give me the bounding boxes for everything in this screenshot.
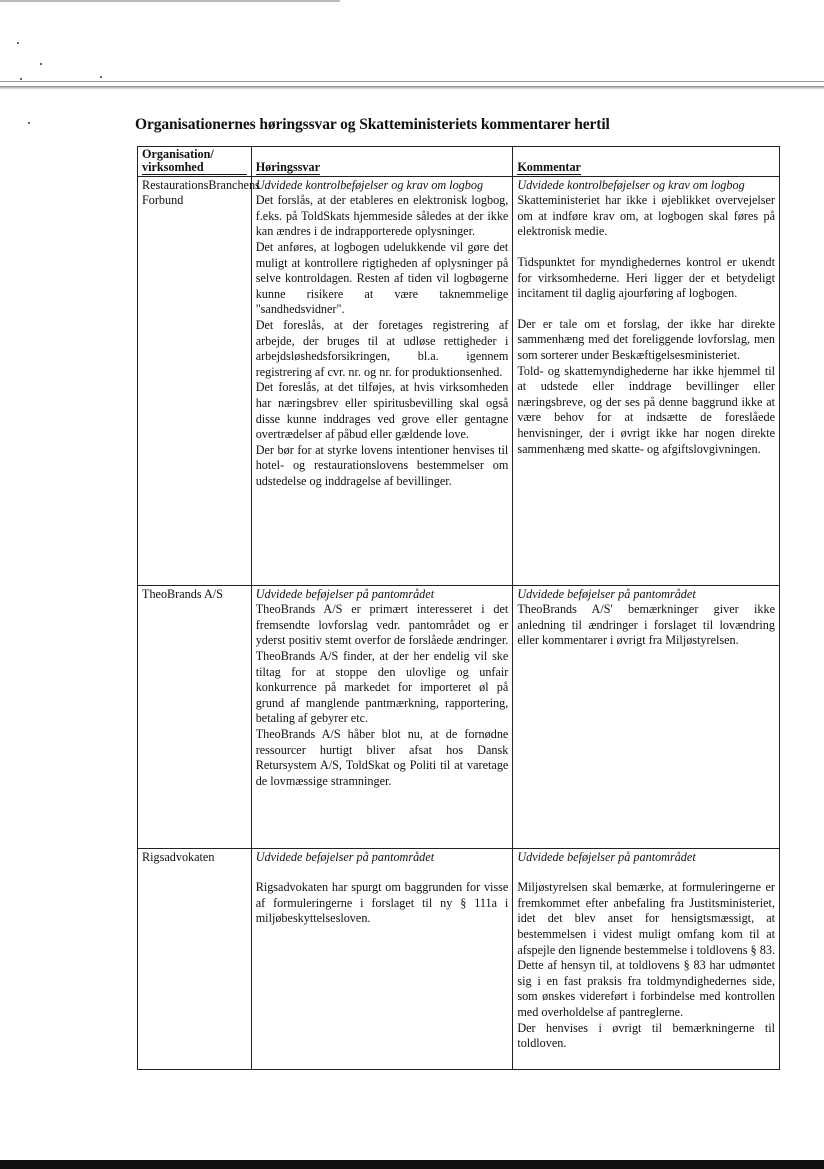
cell-horingssvar bbox=[251, 585, 513, 848]
cell-kommentar bbox=[513, 848, 780, 1069]
comment-paragraph: TheoBrands A/S' bemærkninger giver ikke anledning til ændringer i forslaget til lovændring eller kommentarer i øvrigt fra Miljøstyrelsen. bbox=[517, 602, 775, 648]
cell-organisation: RestaurationsBranchens Forbund bbox=[138, 176, 252, 585]
table-header-row bbox=[138, 147, 780, 177]
response-paragraph: Det foreslås, at der foretages registrering af arbejde, der bruges til at udløse rettigheder i arbejdsløshedsforsikringen, bl.a. igennem registrering af cvr. nr. og nr. for produktionsenhed. bbox=[255, 317, 509, 379]
response-paragraph: TheoBrands A/S er primært interesseret i det fremsendte lovforslag vedr. pantområdet og er yderst positiv stemt overfor de forslåede ændringer. TheoBrands A/S finder, at der her endelig vil ske tiltag for at stoppe den ulovlige og unfair konkurrence på markedet for importeret øl på grund af manglende pantmærkning, rapportering, betaling af gebyrer etc. bbox=[255, 602, 509, 726]
cell-kommentar bbox=[513, 585, 780, 848]
hearing-table bbox=[137, 146, 780, 1070]
response-paragraph: Der bør for at styrke lovens intentioner henvises til hotel- og restaurationslovens bestemmelser om udstedelse og inddragelse af bevillinger. bbox=[255, 442, 509, 488]
scan-speck bbox=[100, 76, 102, 78]
page-title: Organisationernes høringssvar og Skatteministeriets kommentarer hertil bbox=[135, 116, 610, 133]
scan-speck bbox=[28, 122, 30, 124]
header-kommentar-label: Kommentar bbox=[517, 160, 581, 174]
scan-bottom-edge bbox=[0, 1160, 824, 1169]
cell-organisation: Rigsadvokaten bbox=[138, 848, 252, 1069]
comment-heading: Udvidede beføjelser på pantområdet bbox=[517, 849, 696, 864]
response-heading: Udvidede beføjelser på pantområdet bbox=[255, 849, 435, 864]
cell-horingssvar bbox=[251, 848, 513, 1069]
comment-spacer bbox=[517, 302, 775, 317]
comment-spacer bbox=[517, 240, 775, 255]
comment-paragraph: Miljøstyrelsen skal bemærke, at formuleringerne er fremkommet efter anbefaling fra Justitsministeriet, idet det blev anset for hensigtsmæssigt, at bestemmelsen i videst muligt omfang kom til at afspejle den lignende bestemmelse i toldlovens § 83. Dette af hensyn til, at toldlovens § 83 har udmøntet sig i en fast praksis fra toldmyndighedernes side, som ønskes videreført i forbindelse med kontrollen med overholdelse af pantreglerne. bbox=[517, 880, 775, 1019]
comment-heading: Udvidede beføjelser på pantområdet bbox=[517, 586, 696, 601]
response-paragraph: TheoBrands A/S håber blot nu, at de fornødne ressourcer hurtigt bliver afsat hos Dansk Retursystem A/S, ToldSkat og Politi til at varetage de lovmæssige stramninger. bbox=[255, 726, 509, 788]
header-horingssvar-label: Høringssvar bbox=[255, 160, 321, 174]
header-kommentar bbox=[513, 147, 780, 177]
response-spacer bbox=[256, 865, 509, 880]
scan-line-artifact bbox=[0, 81, 824, 82]
response-paragraph: Det anføres, at logbogen udelukkende vil gøre det muligt at kontrollere rigtigheden af oplysninger på selve kontroldagen. Resten af tiden vil logbøgerne kunne risikere at være taknemmelige "sandhedsvidner". bbox=[255, 239, 509, 317]
comment-paragraph: Tidspunktet for myndighedernes kontrol er ukendt for virksomhederne. Heri ligger der et betydeligt incitament til daglig ajourføring af logbogen. bbox=[517, 254, 775, 301]
scan-edge-artifact bbox=[0, 0, 340, 2]
response-paragraph: Det forslås, at der etableres en elektronisk logbog, f.eks. på ToldSkats hjemmeside således at der ikke kan ændres i de indrapporterede oplysninger. bbox=[255, 193, 509, 239]
scan-line-artifact bbox=[0, 86, 824, 89]
response-paragraph: Rigsadvokaten har spurgt om baggrunden for visse af formuleringerne i forslaget til ny § 111a i miljøbeskyttelsesloven. bbox=[255, 880, 509, 926]
response-heading: Udvidede beføjelser på pantområdet bbox=[255, 586, 435, 601]
response-paragraph: Det foreslås, at det tilføjes, at hvis virksomheden har næringsbrev eller spiritusbevilling skal også disse kunne inddrages ved grove eller gentagne overtrædelser af påbud eller gældende love. bbox=[255, 380, 509, 442]
header-horingssvar bbox=[251, 147, 513, 177]
scan-speck bbox=[17, 42, 19, 44]
comment-spacer bbox=[517, 865, 775, 880]
comment-paragraph: Der henvises i øvrigt til bemærkningerne til toldloven. bbox=[517, 1020, 775, 1051]
cell-kommentar bbox=[513, 176, 780, 585]
table-row bbox=[138, 848, 780, 1069]
cell-horingssvar bbox=[251, 176, 513, 585]
comment-paragraph: Skatteministeriet har ikke i øjeblikket overvejelser om at indføre krav om, at logbogen skal føres på elektronisk medie. bbox=[517, 193, 775, 239]
response-heading: Udvidede kontrolbeføjelser og krav om logbog bbox=[255, 177, 484, 192]
table-row bbox=[138, 176, 780, 585]
header-organisation bbox=[138, 147, 252, 177]
scan-speck bbox=[20, 78, 22, 80]
comment-heading: Udvidede kontrolbeføjelser og krav om logbog bbox=[517, 177, 745, 192]
comment-paragraph: Told- og skattemyndighederne har ikke hjemmel til at udstede eller inddrage bevillinger eller næringsbreve, og der ses på denne baggrund ikke at være behov for at indsætte de foreslåede henvisninger, der i øvrigt ikke har nogen direkte sammenhæng med skatte- og afgiftslovgivningen. bbox=[517, 363, 775, 456]
table-row bbox=[138, 585, 780, 848]
cell-organisation: TheoBrands A/S bbox=[138, 585, 252, 848]
header-organisation-label: Organisation/ virksomhed bbox=[142, 148, 247, 175]
comment-paragraph: Der er tale om et forslag, der ikke har direkte sammenhæng med det foreliggende lovforslag, men som sorterer under Beskæftigelsesministeriet. bbox=[517, 316, 775, 362]
scan-speck bbox=[40, 63, 42, 65]
